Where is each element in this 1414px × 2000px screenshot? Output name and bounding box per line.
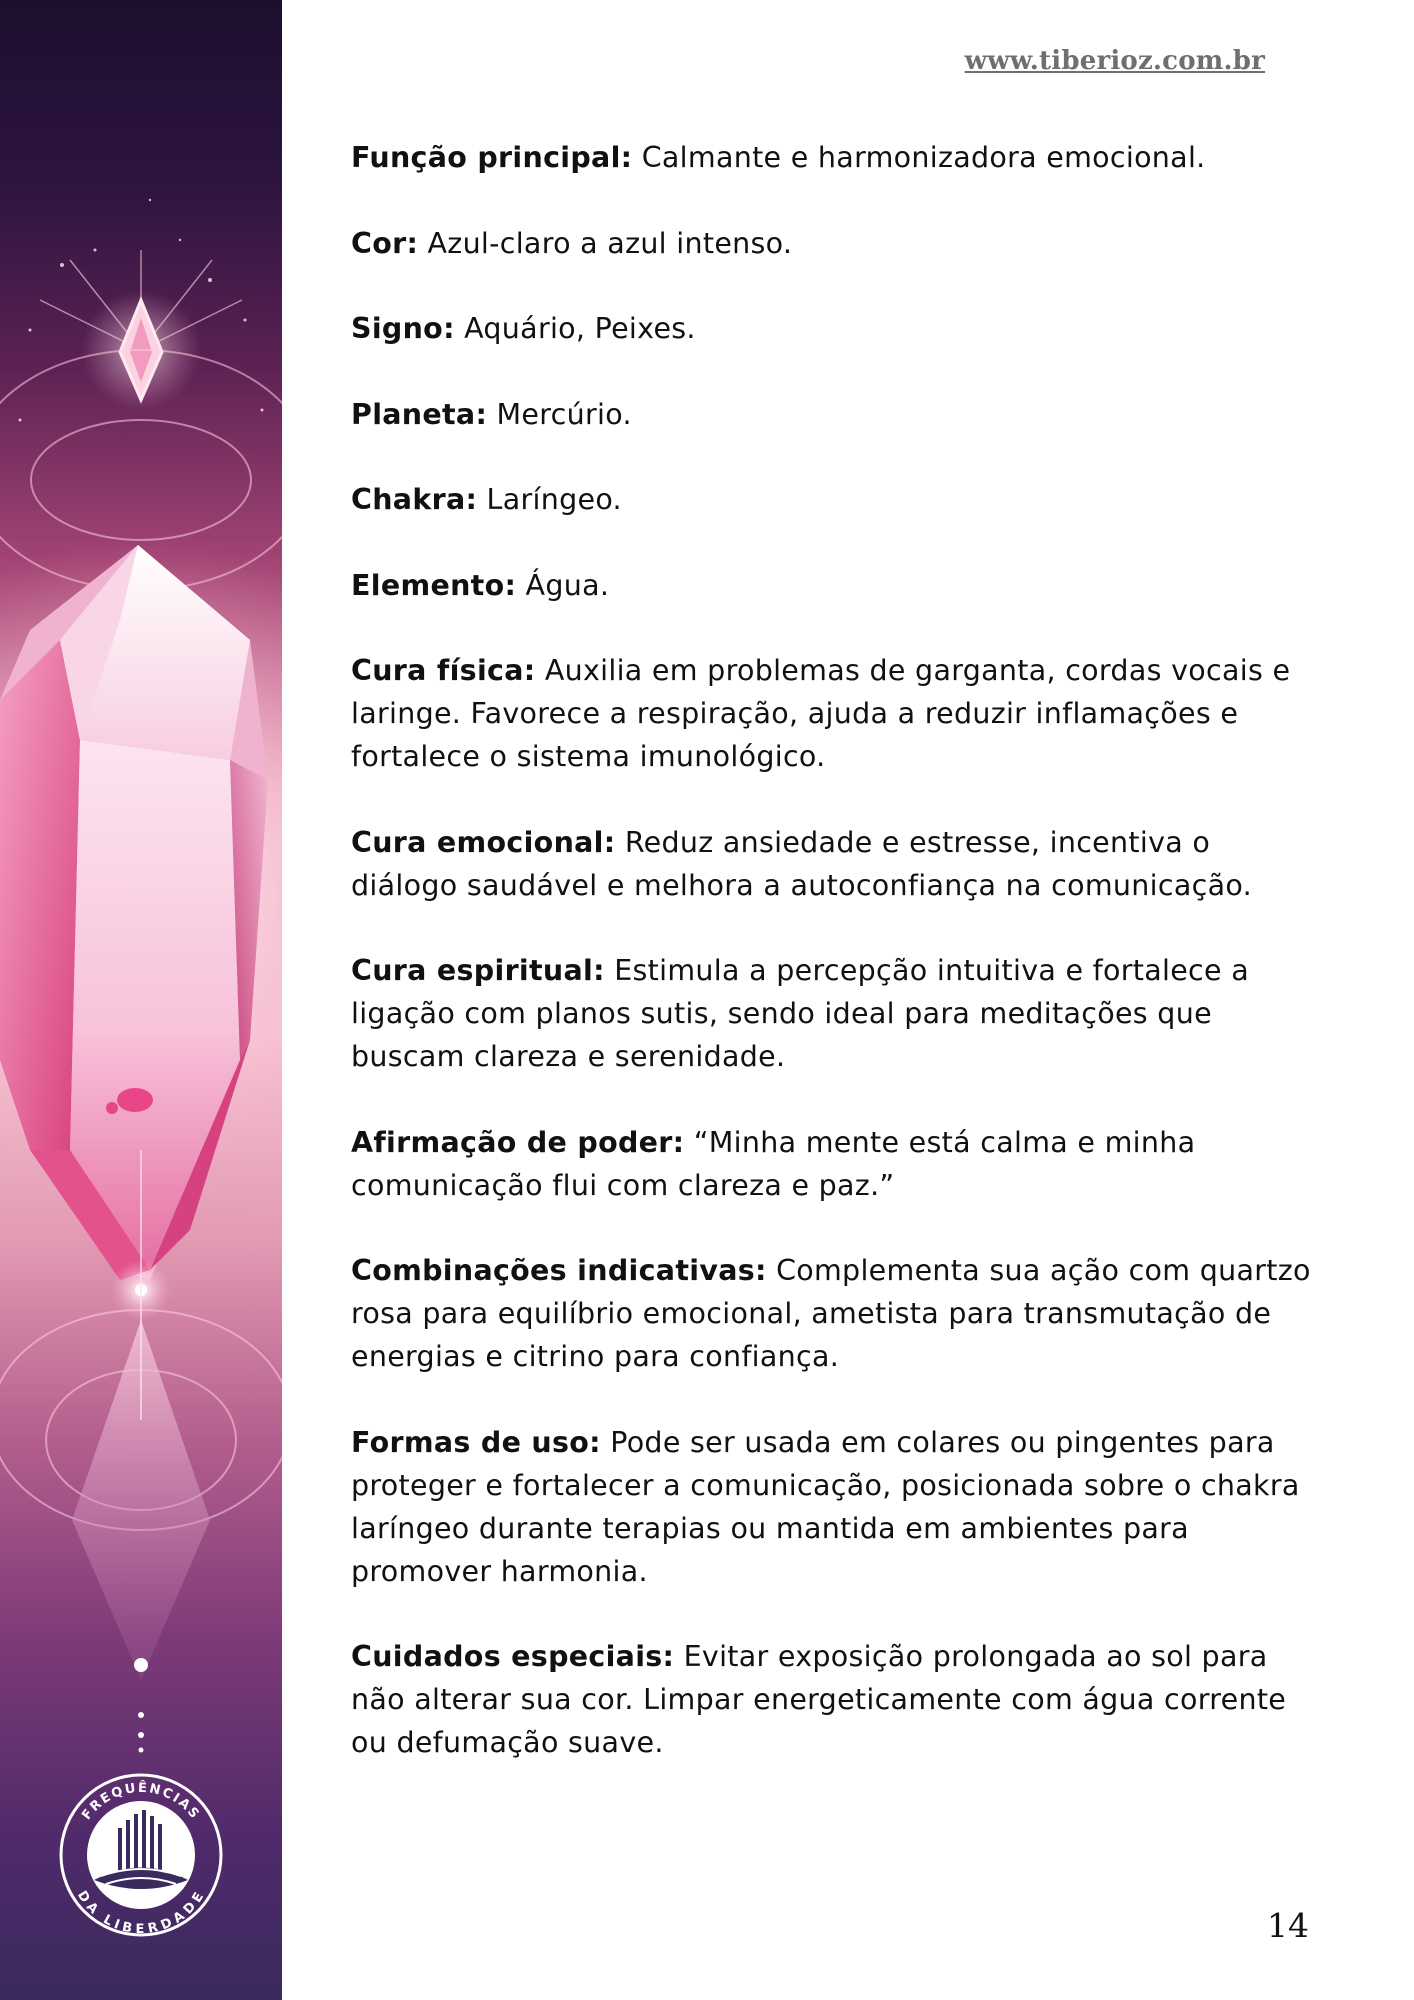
entry-cor [351,222,1311,265]
entry-text: “Minha mente está calma e minha comunicação flui com clareza e paz.” [351,1125,1196,1202]
entry-text: Complementa sua ação com quartzo rosa para equilíbrio emocional, ametista para transmutação de energias e citrino para confiança. [351,1254,1311,1373]
entry-label: Afirmação de poder: [351,1125,685,1159]
entry-label: Cura física: [351,654,536,687]
entry-formas-de-uso [351,1421,1311,1593]
entry-cura-emocional [351,821,1311,907]
entry-text: Pode ser usada em colares ou pingentes para proteger e fortalecer a comunicação, posicionada sobre o chakra laríngeo durante terapias ou mantida em ambientes para promover harmonia. [351,1425,1300,1588]
entry-combinacoes-indicativas [351,1249,1311,1378]
entry-text: Mercúrio. [496,397,632,431]
entry-label: Cor: [351,226,419,260]
crystal-illustration-panel [0,0,282,2000]
entry-cura-fisica [351,649,1311,778]
entry-afirmacao-de-poder [351,1121,1311,1207]
entry-chakra [351,478,1311,521]
frequencias-da-liberdade-logo [56,1770,226,1940]
entry-label: Cuidados especiais: [351,1640,675,1673]
entry-text: Evitar exposição prolongada ao sol para não alterar sua cor. Limpar energeticamente com água corrente ou defumação suave. [351,1640,1287,1759]
entry-text: Laríngeo. [486,483,622,516]
entry-cuidados-especiais [351,1635,1311,1764]
entry-label: Chakra: [351,483,478,516]
entry-text: Azul-claro a azul intenso. [427,226,793,260]
entry-text: Estimula a percepção intuitiva e fortalece a ligação com planos sutis, sendo ideal para meditações que buscam clareza e serenidade. [351,954,1249,1073]
crystal-illustration [0,0,282,2000]
entry-label: Cura emocional: [351,825,616,859]
entry-label: Cura espiritual: [351,954,605,987]
entry-text: Aquário, Peixes. [464,312,696,345]
entry-text: Reduz ansiedade e estresse, incentiva o diálogo saudável e melhora a autoconfiança na comunicação. [351,825,1252,902]
entry-text: Calmante e harmonizadora emocional. [641,141,1206,174]
entry-label: Signo: [351,312,455,345]
entry-label: Função principal: [351,141,633,174]
entry-label: Planeta: [351,397,488,431]
entry-funcao-principal [351,136,1311,179]
entry-text: Auxilia em problemas de garganta, cordas vocais e laringe. Favorece a respiração, ajuda a reduzir inflamações e fortalece o sistema imunológico. [351,654,1291,773]
website-link[interactable]: www.tiberioz.com.br [964,46,1265,76]
logo-top-text: FREQUÊNCIAS [79,1780,203,1823]
entry-planeta [351,393,1311,436]
page-number: 14 [1267,1906,1309,1945]
entry-signo [351,307,1311,350]
entry-elemento [351,564,1311,607]
logo-bottom-text: DA LIBERDADE [74,1888,209,1937]
entry-cura-espiritual [351,949,1311,1078]
entry-label: Elemento: [351,568,517,602]
entry-label: Combinações indicativas: [351,1254,767,1287]
entry-text: Água. [525,568,610,602]
crystal-properties-list [351,136,1311,1807]
entry-label: Formas de uso: [351,1425,601,1459]
